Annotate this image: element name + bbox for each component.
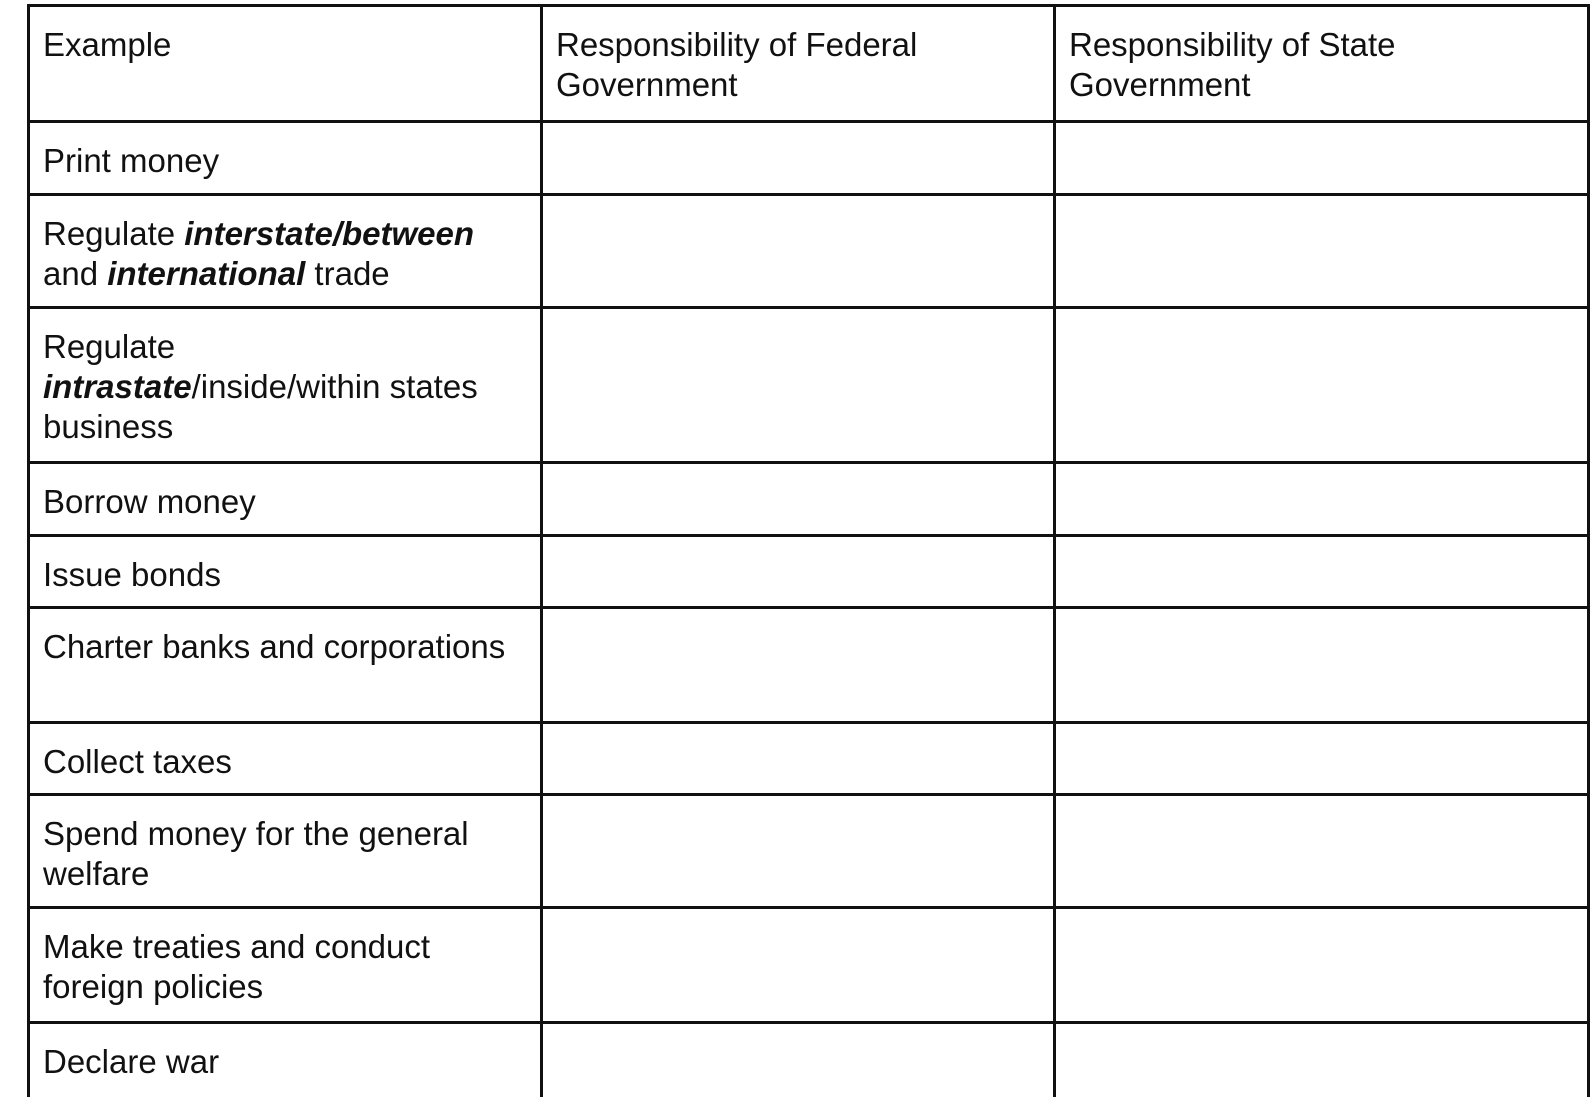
federal-answer-cell[interactable]	[542, 536, 1055, 608]
state-answer-cell[interactable]	[1055, 122, 1589, 195]
example-cell: Charter banks and corporations	[29, 608, 542, 723]
table-row	[29, 195, 1589, 308]
table-row	[29, 608, 1589, 723]
example-cell: Issue bonds	[29, 536, 542, 608]
state-answer-cell[interactable]	[1055, 723, 1589, 795]
state-answer-cell[interactable]	[1055, 1023, 1589, 1097]
example-cell: Declare war	[29, 1023, 542, 1097]
table-row	[29, 536, 1589, 608]
responsibility-table	[27, 4, 1590, 1097]
state-answer-cell[interactable]	[1055, 536, 1589, 608]
emphasized-term: interstate/between	[184, 215, 475, 252]
table-row	[29, 308, 1589, 463]
federal-answer-cell[interactable]	[542, 908, 1055, 1023]
state-answer-cell[interactable]	[1055, 463, 1589, 536]
header-federal: Responsibility of Federal Government	[542, 6, 1055, 122]
federal-answer-cell[interactable]	[542, 122, 1055, 195]
federal-answer-cell[interactable]	[542, 1023, 1055, 1097]
header-state: Responsibility of State Government	[1055, 6, 1589, 122]
example-cell: Print money	[29, 122, 542, 195]
federal-answer-cell[interactable]	[542, 723, 1055, 795]
table-row	[29, 122, 1589, 195]
example-cell: Regulate interstate/between and international trade	[29, 195, 542, 308]
federal-answer-cell[interactable]	[542, 195, 1055, 308]
table-row	[29, 1023, 1589, 1097]
table-row	[29, 463, 1589, 536]
example-cell: Spend money for the general welfare	[29, 795, 542, 908]
example-cell: Collect taxes	[29, 723, 542, 795]
table-header-row	[29, 6, 1589, 122]
example-cell: Make treaties and conduct foreign policies	[29, 908, 542, 1023]
table-row	[29, 795, 1589, 908]
state-answer-cell[interactable]	[1055, 795, 1589, 908]
emphasized-term: intrastate	[43, 368, 192, 405]
table-row	[29, 908, 1589, 1023]
federal-answer-cell[interactable]	[542, 608, 1055, 723]
example-cell: Regulate intrastate/inside/within states business	[29, 308, 542, 463]
state-answer-cell[interactable]	[1055, 195, 1589, 308]
state-answer-cell[interactable]	[1055, 908, 1589, 1023]
federal-answer-cell[interactable]	[542, 463, 1055, 536]
federal-answer-cell[interactable]	[542, 795, 1055, 908]
federal-answer-cell[interactable]	[542, 308, 1055, 463]
example-cell: Borrow money	[29, 463, 542, 536]
table-row	[29, 723, 1589, 795]
state-answer-cell[interactable]	[1055, 608, 1589, 723]
header-example: Example	[29, 6, 542, 122]
emphasized-term: international	[107, 255, 306, 292]
state-answer-cell[interactable]	[1055, 308, 1589, 463]
